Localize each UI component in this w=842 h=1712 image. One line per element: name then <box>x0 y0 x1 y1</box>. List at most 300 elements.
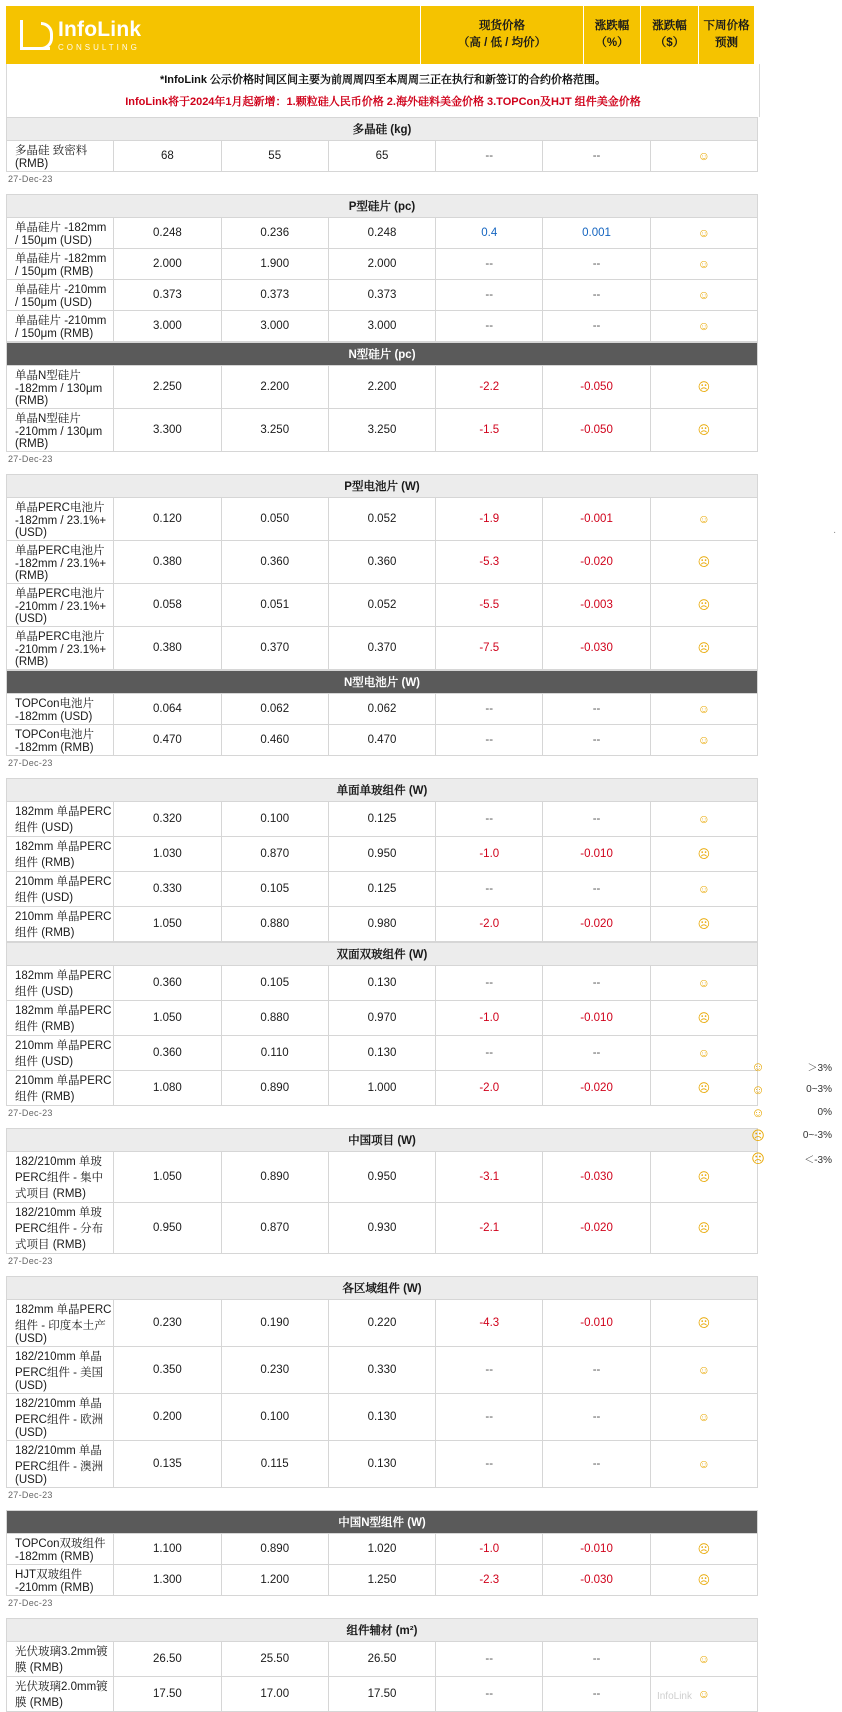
forecast-face-icon: ☺ <box>650 1036 757 1071</box>
product-name: 单晶硅片 -182mm / 150μm (RMB) <box>7 249 114 280</box>
price-avg: 3.000 <box>328 311 435 342</box>
legend-row <box>740 1147 836 1170</box>
product-name: 单晶PERC电池片 -210mm / 23.1%+ (USD) <box>7 584 114 627</box>
forecast-face-icon: ☺ <box>650 725 757 756</box>
price-tables <box>0 117 842 1712</box>
price-avg: 0.130 <box>328 1036 435 1071</box>
change-absolute: -0.020 <box>543 1203 650 1254</box>
change-absolute: -- <box>543 1441 650 1488</box>
date-stamp: 27-Dec-23 <box>8 1108 53 1118</box>
price-low: 0.360 <box>221 541 328 584</box>
price-high: 0.135 <box>114 1441 221 1488</box>
price-table <box>6 117 758 172</box>
change-percent: -- <box>436 1036 543 1071</box>
section-header-row <box>7 1511 758 1534</box>
price-table <box>6 1510 758 1596</box>
price-table <box>6 670 758 756</box>
table-row <box>7 249 758 280</box>
product-name: 光伏玻璃3.2mm镀膜 (RMB) <box>7 1642 114 1677</box>
price-avg: 0.220 <box>328 1300 435 1347</box>
change-absolute: -- <box>543 1642 650 1677</box>
forecast-face-icon: ☺ <box>650 1642 757 1677</box>
price-avg: 0.052 <box>328 498 435 541</box>
product-name: 182/210mm 单玻PERC组件 - 分布式项目 (RMB) <box>7 1203 114 1254</box>
change-absolute: -0.030 <box>543 627 650 670</box>
product-name: 182/210mm 单晶PERC组件 - 美国 (USD) <box>7 1347 114 1394</box>
section-header-row <box>7 475 758 498</box>
table-row <box>7 837 758 872</box>
change-absolute: -0.020 <box>543 541 650 584</box>
price-high: 0.360 <box>114 966 221 1001</box>
section-title: 单面单玻组件 (W) <box>7 779 758 802</box>
product-name: 210mm 单晶PERC组件 (RMB) <box>7 1071 114 1106</box>
change-absolute: -0.050 <box>543 409 650 452</box>
price-table <box>6 1276 758 1488</box>
price-high: 1.050 <box>114 907 221 942</box>
price-low: 17.00 <box>221 1677 328 1712</box>
header-spot-price <box>420 6 583 64</box>
legend-face-icon: ☺ <box>751 1059 765 1074</box>
table-row <box>7 280 758 311</box>
header-pct-line2: （%） <box>595 37 629 49</box>
product-name: 单晶PERC电池片 -182mm / 23.1%+ (USD) <box>7 498 114 541</box>
legend-row <box>740 1055 836 1078</box>
header-pct-line1: 涨跌幅 <box>594 20 630 33</box>
price-high: 0.380 <box>114 627 221 670</box>
change-absolute: -- <box>543 872 650 907</box>
price-avg: 1.000 <box>328 1071 435 1106</box>
change-percent: -2.0 <box>436 1071 543 1106</box>
price-avg: 26.50 <box>328 1642 435 1677</box>
notes-block <box>6 64 760 117</box>
change-percent: -1.5 <box>436 409 543 452</box>
table-row <box>7 498 758 541</box>
price-avg: 0.130 <box>328 1441 435 1488</box>
price-avg: 0.980 <box>328 907 435 942</box>
change-percent: -2.3 <box>436 1565 543 1596</box>
change-absolute: -- <box>543 1394 650 1441</box>
product-name: TOPCon双玻组件 -182mm (RMB) <box>7 1534 114 1565</box>
change-absolute: -0.030 <box>543 1152 650 1203</box>
change-percent: -- <box>436 1347 543 1394</box>
change-absolute: -- <box>543 725 650 756</box>
price-avg: 0.248 <box>328 218 435 249</box>
product-name: 210mm 单晶PERC组件 (USD) <box>7 1036 114 1071</box>
product-name: 182mm 单晶PERC组件 (RMB) <box>7 837 114 872</box>
change-absolute: -- <box>543 966 650 1001</box>
price-high: 3.000 <box>114 311 221 342</box>
change-absolute: -- <box>543 802 650 837</box>
forecast-face-icon: ☹ <box>650 1565 757 1596</box>
forecast-face-icon: ☺ <box>650 249 757 280</box>
forecast-face-icon: ☺ <box>650 966 757 1001</box>
price-avg: 0.330 <box>328 1347 435 1394</box>
section-title: P型电池片 (W) <box>7 475 758 498</box>
legend-row <box>740 1124 836 1147</box>
change-percent: -7.5 <box>436 627 543 670</box>
price-high: 1.030 <box>114 837 221 872</box>
forecast-face-icon: ☺ <box>650 694 757 725</box>
change-percent: -5.3 <box>436 541 543 584</box>
price-low: 0.890 <box>221 1152 328 1203</box>
change-percent: -1.0 <box>436 1001 543 1036</box>
header-usd-line1: 涨跌幅 <box>652 20 687 33</box>
forecast-face-icon: ☺ <box>650 1394 757 1441</box>
date-stamp: 27-Dec-23 <box>8 174 53 184</box>
price-low: 0.050 <box>221 498 328 541</box>
forecast-face-icon: ☹ <box>650 837 757 872</box>
forecast-face-icon: ☹ <box>650 366 757 409</box>
table-row <box>7 141 758 172</box>
change-absolute: -0.010 <box>543 1534 650 1565</box>
section-title: 各区域组件 (W) <box>7 1277 758 1300</box>
change-percent: -- <box>436 966 543 1001</box>
table-row <box>7 1152 758 1203</box>
product-name: 210mm 单晶PERC组件 (RMB) <box>7 907 114 942</box>
product-name: 单晶N型硅片 -182mm / 130μm (RMB) <box>7 366 114 409</box>
change-absolute: -- <box>543 1036 650 1071</box>
change-absolute: -0.020 <box>543 1071 650 1106</box>
product-name: 光伏玻璃2.0mm镀膜 (RMB) <box>7 1677 114 1712</box>
table-row <box>7 218 758 249</box>
price-low: 0.062 <box>221 694 328 725</box>
section-title: N型电池片 (W) <box>7 671 758 694</box>
table-row <box>7 907 758 942</box>
price-high: 1.080 <box>114 1071 221 1106</box>
table-row <box>7 725 758 756</box>
change-absolute: -- <box>543 1347 650 1394</box>
forecast-face-icon: ☺ <box>650 498 757 541</box>
table-row <box>7 541 758 584</box>
change-percent: -- <box>436 725 543 756</box>
section-gap <box>0 768 842 778</box>
watermark: InfoLink <box>656 1691 692 1702</box>
price-low: 2.200 <box>221 366 328 409</box>
price-high: 0.058 <box>114 584 221 627</box>
section-header-row <box>7 779 758 802</box>
header-spot-line1: 现货价格 <box>478 20 525 33</box>
section-header-row <box>7 118 758 141</box>
change-percent: -1.0 <box>436 1534 543 1565</box>
header-spot-line2: （高 / 低 / 均价） <box>457 37 547 49</box>
price-low: 0.460 <box>221 725 328 756</box>
price-high: 1.050 <box>114 1001 221 1036</box>
forecast-face-icon: ☹ <box>650 1300 757 1347</box>
table-row <box>7 1394 758 1441</box>
change-percent: -4.3 <box>436 1300 543 1347</box>
price-low: 0.230 <box>221 1347 328 1394</box>
change-percent: -- <box>436 311 543 342</box>
change-absolute: 0.001 <box>543 218 650 249</box>
table-row <box>7 1534 758 1565</box>
product-name: TOPCon电池片 -182mm (RMB) <box>7 725 114 756</box>
section-gap <box>0 1500 842 1510</box>
price-avg: 2.000 <box>328 249 435 280</box>
product-name: 单晶PERC电池片 -182mm / 23.1%+ (RMB) <box>7 541 114 584</box>
product-name: 单晶硅片 -210mm / 150μm (USD) <box>7 280 114 311</box>
price-low: 0.115 <box>221 1441 328 1488</box>
section-title: 多晶硅 (kg) <box>7 118 758 141</box>
brand-text <box>58 19 141 52</box>
price-high: 17.50 <box>114 1677 221 1712</box>
price-avg: 0.370 <box>328 627 435 670</box>
price-high: 0.470 <box>114 725 221 756</box>
legend-label: 0~3% <box>806 1084 832 1095</box>
price-high: 3.300 <box>114 409 221 452</box>
change-absolute: -0.030 <box>543 1565 650 1596</box>
price-avg: 1.250 <box>328 1565 435 1596</box>
forecast-face-icon: ☺ <box>650 218 757 249</box>
legend-face-icon: ☺ <box>751 1082 765 1097</box>
legend-face-icon: ☹ <box>751 1150 765 1166</box>
price-table <box>6 778 758 942</box>
date-stamp: 27-Dec-23 <box>8 1256 53 1266</box>
table-row <box>7 1036 758 1071</box>
forecast-face-icon: ☹ <box>650 541 757 584</box>
price-avg: 0.125 <box>328 872 435 907</box>
product-name: 182mm 单晶PERC组件 (USD) <box>7 802 114 837</box>
price-avg: 0.125 <box>328 802 435 837</box>
price-avg: 0.130 <box>328 1394 435 1441</box>
price-table <box>6 194 758 342</box>
price-avg: 0.970 <box>328 1001 435 1036</box>
forecast-face-icon: ☺ <box>650 872 757 907</box>
price-avg: 0.130 <box>328 966 435 1001</box>
table-row <box>7 1347 758 1394</box>
price-high: 68 <box>114 141 221 172</box>
change-percent: -5.5 <box>436 584 543 627</box>
price-low: 0.870 <box>221 1203 328 1254</box>
header-change-percent <box>583 6 640 64</box>
change-absolute: -- <box>543 311 650 342</box>
change-percent: -2.0 <box>436 907 543 942</box>
table-row <box>7 1565 758 1596</box>
price-high: 1.300 <box>114 1565 221 1596</box>
legend-face-icon: ☺ <box>751 1105 765 1120</box>
change-percent: -- <box>436 1394 543 1441</box>
product-name: 182/210mm 单玻PERC组件 - 集中式项目 (RMB) <box>7 1152 114 1203</box>
table-row <box>7 802 758 837</box>
product-name: 单晶硅片 -182mm / 150μm (USD) <box>7 218 114 249</box>
price-high: 26.50 <box>114 1642 221 1677</box>
forecast-face-icon: ☹ <box>650 907 757 942</box>
product-name: 182mm 单晶PERC组件 (RMB) <box>7 1001 114 1036</box>
price-low: 0.880 <box>221 1001 328 1036</box>
price-avg: 17.50 <box>328 1677 435 1712</box>
product-name: 单晶硅片 -210mm / 150μm (RMB) <box>7 311 114 342</box>
forecast-face-icon: ☹ <box>650 409 757 452</box>
table-row <box>7 1203 758 1254</box>
price-low: 0.236 <box>221 218 328 249</box>
header-forecast <box>698 6 754 64</box>
change-absolute: -- <box>543 280 650 311</box>
table-row <box>7 872 758 907</box>
header-forecast-line1: 下周价格 <box>703 20 750 33</box>
change-percent: -- <box>436 1441 543 1488</box>
forecast-face-icon: ☺ <box>650 1441 757 1488</box>
section-header-row <box>7 195 758 218</box>
change-percent: -- <box>436 280 543 311</box>
brand-subtitle: CONSULTING <box>58 42 140 52</box>
change-absolute: -- <box>543 1677 650 1712</box>
date-stamp: 27-Dec-23 <box>8 1490 53 1500</box>
price-table <box>6 1128 758 1254</box>
forecast-face-icon: ☹ <box>650 627 757 670</box>
forecast-face-icon: ☺ <box>650 1347 757 1394</box>
price-high: 0.380 <box>114 541 221 584</box>
section-header-row <box>7 1619 758 1642</box>
section-header-row <box>7 1277 758 1300</box>
change-percent: -- <box>436 1642 543 1677</box>
change-absolute: -- <box>543 249 650 280</box>
price-table <box>6 1618 758 1712</box>
change-percent: -- <box>436 802 543 837</box>
price-low: 0.100 <box>221 802 328 837</box>
table-row <box>7 1300 758 1347</box>
table-row <box>7 1001 758 1036</box>
table-row <box>7 409 758 452</box>
header-forecast-line2: 预测 <box>715 37 738 49</box>
price-high: 2.250 <box>114 366 221 409</box>
change-percent: -- <box>436 1677 543 1712</box>
price-high: 1.100 <box>114 1534 221 1565</box>
section-header-row <box>7 343 758 366</box>
product-name: 单晶PERC电池片 -210mm / 23.1%+ (RMB) <box>7 627 114 670</box>
price-avg: 3.250 <box>328 409 435 452</box>
date-stamp: 27-Dec-23 <box>8 454 53 464</box>
note-new-items: InfoLink将于2024年1月起新增：1.颗粒硅人民币价格 2.海外硅料美金价格 3.TOPCon及HJT 组件美金价格 <box>7 91 759 117</box>
table-row <box>7 311 758 342</box>
change-absolute: -- <box>543 694 650 725</box>
price-avg: 0.470 <box>328 725 435 756</box>
table-row <box>7 1071 758 1106</box>
price-avg: 2.200 <box>328 366 435 409</box>
price-low: 1.200 <box>221 1565 328 1596</box>
section-title: 中国N型组件 (W) <box>7 1511 758 1534</box>
change-absolute: -0.003 <box>543 584 650 627</box>
price-avg: 65 <box>328 141 435 172</box>
forecast-face-icon: ☺ <box>650 311 757 342</box>
price-low: 3.000 <box>221 311 328 342</box>
table-row <box>7 966 758 1001</box>
change-percent: -1.0 <box>436 837 543 872</box>
forecast-face-icon: ☹ <box>650 1152 757 1203</box>
price-high: 0.200 <box>114 1394 221 1441</box>
table-row <box>7 694 758 725</box>
forecast-face-icon: ☹ <box>650 1071 757 1106</box>
price-avg: 0.950 <box>328 1152 435 1203</box>
change-absolute: -0.020 <box>543 907 650 942</box>
price-high: 0.248 <box>114 218 221 249</box>
change-absolute: -0.010 <box>543 837 650 872</box>
section-title: N型硅片 (pc) <box>7 343 758 366</box>
table-row <box>7 1441 758 1488</box>
product-name: 多晶硅 致密料 (RMB) <box>7 141 114 172</box>
header-change-usd <box>640 6 698 64</box>
forecast-face-icon: ☺ <box>650 141 757 172</box>
legend-label: 0% <box>817 1107 832 1118</box>
forecast-face-icon: ☺ <box>650 280 757 311</box>
section-title: P型硅片 (pc) <box>7 195 758 218</box>
price-low: 0.105 <box>221 872 328 907</box>
price-high: 0.230 <box>114 1300 221 1347</box>
price-avg: 0.052 <box>328 584 435 627</box>
price-low: 0.870 <box>221 837 328 872</box>
section-gap <box>0 1118 842 1128</box>
change-percent: -- <box>436 141 543 172</box>
table-row <box>7 1677 758 1712</box>
change-percent: -2.1 <box>436 1203 543 1254</box>
price-high: 0.330 <box>114 872 221 907</box>
page-dot-marker: . <box>833 525 836 536</box>
legend-row <box>740 1101 836 1124</box>
section-title: 双面双玻组件 (W) <box>7 943 758 966</box>
price-high: 1.050 <box>114 1152 221 1203</box>
price-low: 0.373 <box>221 280 328 311</box>
section-gap <box>0 1608 842 1618</box>
legend-row <box>740 1078 836 1101</box>
price-report-page <box>0 6 842 1712</box>
change-percent: -3.1 <box>436 1152 543 1203</box>
infolink-logo-icon <box>20 20 50 50</box>
price-low: 1.900 <box>221 249 328 280</box>
product-name: 182/210mm 单晶PERC组件 - 澳洲 (USD) <box>7 1441 114 1488</box>
section-title: 组件辅材 (m²) <box>7 1619 758 1642</box>
forecast-face-icon: ☹ <box>650 584 757 627</box>
price-low: 0.100 <box>221 1394 328 1441</box>
legend-label: ＞3% <box>807 1063 832 1074</box>
change-percent: -2.2 <box>436 366 543 409</box>
product-name: 210mm 单晶PERC组件 (USD) <box>7 872 114 907</box>
price-avg: 0.360 <box>328 541 435 584</box>
change-absolute: -0.001 <box>543 498 650 541</box>
price-avg: 0.950 <box>328 837 435 872</box>
table-row <box>7 1642 758 1677</box>
brand-name: InfoLink <box>58 17 142 41</box>
section-gap <box>0 184 842 194</box>
product-name: 182mm 单晶PERC组件 (USD) <box>7 966 114 1001</box>
price-high: 0.320 <box>114 802 221 837</box>
change-absolute: -0.010 <box>543 1001 650 1036</box>
price-low: 0.880 <box>221 907 328 942</box>
change-percent: -- <box>436 694 543 725</box>
change-percent: 0.4 <box>436 218 543 249</box>
forecast-face-icon: ☹ <box>650 1203 757 1254</box>
price-high: 0.350 <box>114 1347 221 1394</box>
forecast-face-icon: ☺ <box>650 1677 757 1712</box>
change-percent: -- <box>436 249 543 280</box>
note-pricing-window: *InfoLink 公示价格时间区间主要为前周周四至本周周三正在执行和新签订的合约价格范围。 <box>7 64 759 91</box>
report-header <box>6 6 758 64</box>
price-avg: 0.062 <box>328 694 435 725</box>
price-high: 2.000 <box>114 249 221 280</box>
price-low: 0.890 <box>221 1071 328 1106</box>
change-absolute: -- <box>543 141 650 172</box>
price-low: 0.105 <box>221 966 328 1001</box>
product-name: 182/210mm 单晶PERC组件 - 欧洲 (USD) <box>7 1394 114 1441</box>
price-high: 0.373 <box>114 280 221 311</box>
section-gap <box>0 1266 842 1276</box>
price-high: 0.120 <box>114 498 221 541</box>
date-stamp: 27-Dec-23 <box>8 1598 53 1608</box>
product-name: 单晶N型硅片 -210mm / 130μm (RMB) <box>7 409 114 452</box>
section-title: 中国项目 (W) <box>7 1129 758 1152</box>
price-low: 0.370 <box>221 627 328 670</box>
product-name: 182mm 单晶PERC组件 - 印度本土产 (USD) <box>7 1300 114 1347</box>
price-avg: 0.930 <box>328 1203 435 1254</box>
change-absolute: -0.050 <box>543 366 650 409</box>
table-row <box>7 627 758 670</box>
